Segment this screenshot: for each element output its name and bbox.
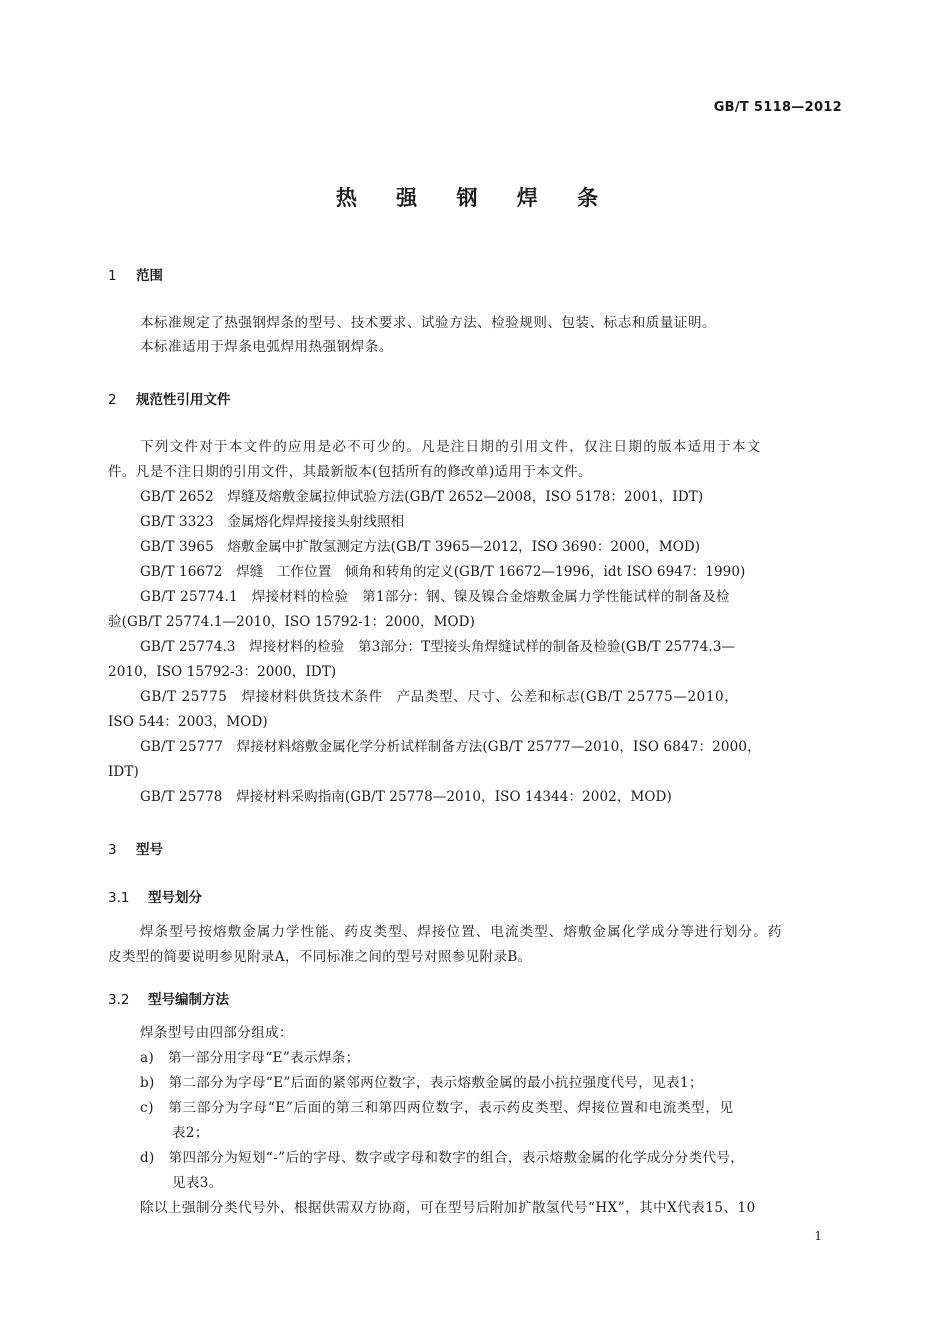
list-item-continued: 见表3。	[172, 1175, 223, 1191]
paragraph-line: 焊条型号由四部分组成：	[140, 1025, 293, 1041]
paragraph-line: 焊条型号按熔敷金属力学性能、药皮类型、焊接位置、电流类型、熔敷金属化学成分等进行划分。药	[140, 924, 783, 940]
section-number: 3	[108, 842, 117, 858]
normative-reference-continued: 验(GB/T 25774.1—2010，ISO 15792-1：2000，MOD)	[108, 614, 475, 630]
section-3-heading	[108, 838, 163, 858]
normative-reference: GB/T 3965 熔敷金属中扩散氢测定方法(GB/T 3965—2012，ISO 3690：2000，MOD)	[140, 539, 701, 555]
normative-reference: GB/T 2652 焊缝及熔敷金属拉伸试验方法(GB/T 2652—2008，ISO 5178：2001，IDT)	[140, 489, 704, 505]
section-title: 规范性引用文件	[136, 392, 231, 408]
normative-reference: GB/T 25778 焊接材料采购指南(GB/T 25778—2010，ISO 14344：2002，MOD)	[140, 789, 672, 805]
paragraph-line: 本标准适用于焊条电弧焊用热强钢焊条。	[140, 339, 393, 355]
list-item: c) 第三部分为字母“E”后面的第三和第四两位数字，表示药皮类型、焊接位置和电流类型，见	[140, 1100, 734, 1116]
standard-number: GB/T 5118—2012	[713, 100, 842, 115]
section-number: 3.2	[108, 992, 130, 1008]
section-number: 3.1	[108, 890, 130, 906]
list-item: d) 第四部分为短划“-”后的字母、数字或字母和数字的组合，表示熔敷金属的化学成分分类代号，	[140, 1150, 745, 1166]
section-number: 2	[108, 392, 117, 408]
list-item: b) 第二部分为字母“E”后面的紧邻两位数字，表示熔敷金属的最小抗拉强度代号，见表1；	[140, 1075, 703, 1091]
paragraph-line: 除以上强制分类代号外，根据供需双方协商，可在型号后附加扩散氢代号“HX”，其中X代表15、10	[140, 1200, 756, 1216]
page-number: 1	[814, 1229, 822, 1243]
section-title: 型号	[136, 842, 163, 858]
paragraph-line: 下列文件对于本文件的应用是必不可少的。凡是注日期的引用文件，仅注日期的版本适用于本文	[140, 439, 762, 455]
section-title: 范围	[136, 268, 163, 284]
normative-reference: GB/T 16672 焊缝 工作位置 倾角和转角的定义(GB/T 16672—1996，idt ISO 6947：1990)	[140, 564, 746, 580]
normative-reference: GB/T 25774.1 焊接材料的检验 第1部分：钢、镍及镍合金熔敷金属力学性能试样的制备及检	[140, 589, 730, 605]
normative-reference: GB/T 25775 焊接材料供货技术条件 产品类型、尺寸、公差和标志(GB/T 25775—2010，	[140, 689, 739, 705]
section-title: 型号划分	[148, 890, 202, 906]
normative-reference: GB/T 3323 金属熔化焊焊接接头射线照相	[140, 514, 405, 530]
section-1-heading	[108, 264, 163, 284]
section-2-heading	[108, 388, 231, 408]
section-title: 型号编制方法	[148, 992, 229, 1008]
section-3-1-heading	[108, 886, 202, 906]
section-number: 1	[108, 268, 117, 284]
normative-reference-continued: IDT)	[108, 764, 139, 780]
paragraph-line: 皮类型的简要说明参见附录A，不同标准之间的型号对照参见附录B。	[108, 949, 532, 965]
normative-reference: GB/T 25777 焊接材料熔敷金属化学分析试样制备方法(GB/T 25777—2010，ISO 6847：2000，	[140, 739, 761, 755]
normative-reference-continued: 2010，ISO 15792-3：2000，IDT)	[108, 664, 337, 680]
section-3-2-heading	[108, 988, 229, 1008]
list-item-continued: 表2；	[172, 1125, 209, 1141]
list-item: a) 第一部分用字母“E”表示焊条；	[140, 1050, 360, 1066]
normative-reference-continued: ISO 544：2003，MOD)	[108, 714, 268, 730]
normative-reference: GB/T 25774.3 焊接材料的检验 第3部分：T型接头角焊缝试样的制备及检验(GB/T 25774.3—	[140, 639, 736, 655]
paragraph-line: 件。凡是不注日期的引用文件，其最新版本(包括所有的修改单)适用于本文件。	[108, 464, 592, 480]
paragraph-line: 本标准规定了热强钢焊条的型号、技术要求、试验方法、检验规则、包装、标志和质量证明。	[140, 315, 717, 331]
document-title: 热 强 钢 焊 条	[335, 186, 615, 210]
